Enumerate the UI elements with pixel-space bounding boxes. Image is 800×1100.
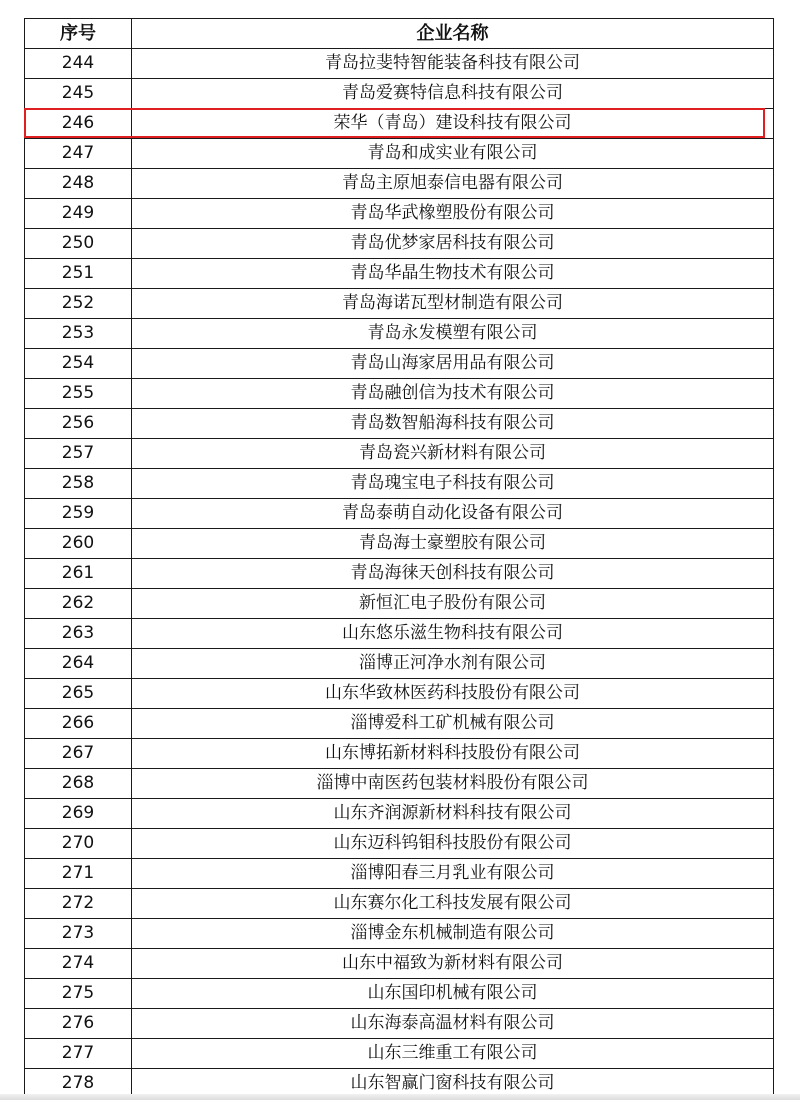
company-name-cell: 青岛海诺瓦型材制造有限公司 — [132, 289, 774, 319]
company-name-cell: 青岛华晶生物技术有限公司 — [132, 259, 774, 289]
table-row — [25, 859, 774, 889]
company-name-cell: 山东三维重工有限公司 — [132, 1039, 774, 1069]
table-row — [25, 379, 774, 409]
serial-number-cell: 274 — [25, 949, 132, 979]
table-row — [25, 499, 774, 529]
serial-number-cell: 256 — [25, 409, 132, 439]
table-row — [25, 469, 774, 499]
header-company-name: 企业名称 — [132, 19, 774, 49]
serial-number-cell: 273 — [25, 919, 132, 949]
table-row — [25, 949, 774, 979]
table-header-row — [25, 19, 774, 49]
serial-number-cell: 244 — [25, 49, 132, 79]
table-row — [25, 769, 774, 799]
serial-number-cell: 258 — [25, 469, 132, 499]
table-row — [25, 1039, 774, 1069]
serial-number-cell: 275 — [25, 979, 132, 1009]
company-name-cell: 山东国印机械有限公司 — [132, 979, 774, 1009]
company-name-cell: 青岛华武橡塑股份有限公司 — [132, 199, 774, 229]
table-row — [25, 979, 774, 1009]
company-name-cell: 青岛融创信为技术有限公司 — [132, 379, 774, 409]
table-row — [25, 229, 774, 259]
serial-number-cell: 250 — [25, 229, 132, 259]
company-name-cell: 青岛海士豪塑胶有限公司 — [132, 529, 774, 559]
table-row — [25, 559, 774, 589]
table-row — [25, 889, 774, 919]
table-row — [25, 259, 774, 289]
company-name-cell: 青岛永发模塑有限公司 — [132, 319, 774, 349]
company-name-cell: 淄博中南医药包装材料股份有限公司 — [132, 769, 774, 799]
serial-number-cell: 268 — [25, 769, 132, 799]
serial-number-cell: 265 — [25, 679, 132, 709]
table-row — [25, 49, 774, 79]
serial-number-cell: 247 — [25, 139, 132, 169]
serial-number-cell: 257 — [25, 439, 132, 469]
company-name-cell: 青岛拉斐特智能装备科技有限公司 — [132, 49, 774, 79]
page-bottom-edge — [0, 1094, 800, 1100]
company-name-cell: 新恒汇电子股份有限公司 — [132, 589, 774, 619]
header-serial-number: 序号 — [25, 19, 132, 49]
table-row — [25, 289, 774, 319]
serial-number-cell: 251 — [25, 259, 132, 289]
table-row — [25, 169, 774, 199]
company-name-cell: 青岛和成实业有限公司 — [132, 139, 774, 169]
serial-number-cell: 266 — [25, 709, 132, 739]
table-row — [25, 649, 774, 679]
table-row — [25, 409, 774, 439]
company-name-cell: 山东齐润源新材料科技有限公司 — [132, 799, 774, 829]
serial-number-cell: 249 — [25, 199, 132, 229]
table-row — [25, 109, 774, 139]
company-name-cell: 青岛泰萌自动化设备有限公司 — [132, 499, 774, 529]
serial-number-cell: 264 — [25, 649, 132, 679]
table-row — [25, 79, 774, 109]
table-row — [25, 919, 774, 949]
company-name-cell: 山东智赢门窗科技有限公司 — [132, 1069, 774, 1099]
company-name-cell: 青岛爱赛特信息科技有限公司 — [132, 79, 774, 109]
table-row — [25, 529, 774, 559]
company-name-cell: 山东中福致为新材料有限公司 — [132, 949, 774, 979]
table-body — [25, 49, 774, 1099]
serial-number-cell: 270 — [25, 829, 132, 859]
serial-number-cell: 245 — [25, 79, 132, 109]
company-name-cell: 淄博阳春三月乳业有限公司 — [132, 859, 774, 889]
serial-number-cell: 248 — [25, 169, 132, 199]
serial-number-cell: 255 — [25, 379, 132, 409]
company-name-cell: 青岛瓷兴新材料有限公司 — [132, 439, 774, 469]
serial-number-cell: 259 — [25, 499, 132, 529]
serial-number-cell: 267 — [25, 739, 132, 769]
serial-number-cell: 262 — [25, 589, 132, 619]
table-row — [25, 709, 774, 739]
company-list-table — [24, 18, 774, 1099]
serial-number-cell: 277 — [25, 1039, 132, 1069]
table-row — [25, 829, 774, 859]
serial-number-cell: 246 — [25, 109, 132, 139]
company-name-cell: 淄博金东机械制造有限公司 — [132, 919, 774, 949]
serial-number-cell: 252 — [25, 289, 132, 319]
table-row — [25, 199, 774, 229]
company-name-cell: 山东赛尔化工科技发展有限公司 — [132, 889, 774, 919]
company-name-cell: 山东海泰高温材料有限公司 — [132, 1009, 774, 1039]
company-name-cell: 青岛山海家居用品有限公司 — [132, 349, 774, 379]
serial-number-cell: 261 — [25, 559, 132, 589]
serial-number-cell: 269 — [25, 799, 132, 829]
table-row — [25, 349, 774, 379]
company-name-cell: 青岛主原旭泰信电器有限公司 — [132, 169, 774, 199]
serial-number-cell: 276 — [25, 1009, 132, 1039]
serial-number-cell: 254 — [25, 349, 132, 379]
company-name-cell: 山东悠乐滋生物科技有限公司 — [132, 619, 774, 649]
company-name-cell: 青岛瑰宝电子科技有限公司 — [132, 469, 774, 499]
serial-number-cell: 271 — [25, 859, 132, 889]
table-row — [25, 799, 774, 829]
company-name-cell: 青岛优梦家居科技有限公司 — [132, 229, 774, 259]
table-row — [25, 1009, 774, 1039]
company-name-cell: 青岛海徕天创科技有限公司 — [132, 559, 774, 589]
table-row — [25, 439, 774, 469]
table-row — [25, 319, 774, 349]
table-row — [25, 739, 774, 769]
table-row — [25, 679, 774, 709]
table-row — [25, 619, 774, 649]
company-name-cell: 青岛数智船海科技有限公司 — [132, 409, 774, 439]
company-name-cell: 淄博爱科工矿机械有限公司 — [132, 709, 774, 739]
table-row — [25, 589, 774, 619]
serial-number-cell: 263 — [25, 619, 132, 649]
company-name-cell: 山东迈科钨钼科技股份有限公司 — [132, 829, 774, 859]
company-name-cell: 淄博正河净水剂有限公司 — [132, 649, 774, 679]
company-name-cell: 荣华（青岛）建设科技有限公司 — [132, 109, 774, 139]
serial-number-cell: 253 — [25, 319, 132, 349]
serial-number-cell: 260 — [25, 529, 132, 559]
table-row — [25, 139, 774, 169]
serial-number-cell: 272 — [25, 889, 132, 919]
company-name-cell: 山东博拓新材料科技股份有限公司 — [132, 739, 774, 769]
serial-number-cell: 278 — [25, 1069, 132, 1099]
company-name-cell: 山东华致林医药科技股份有限公司 — [132, 679, 774, 709]
